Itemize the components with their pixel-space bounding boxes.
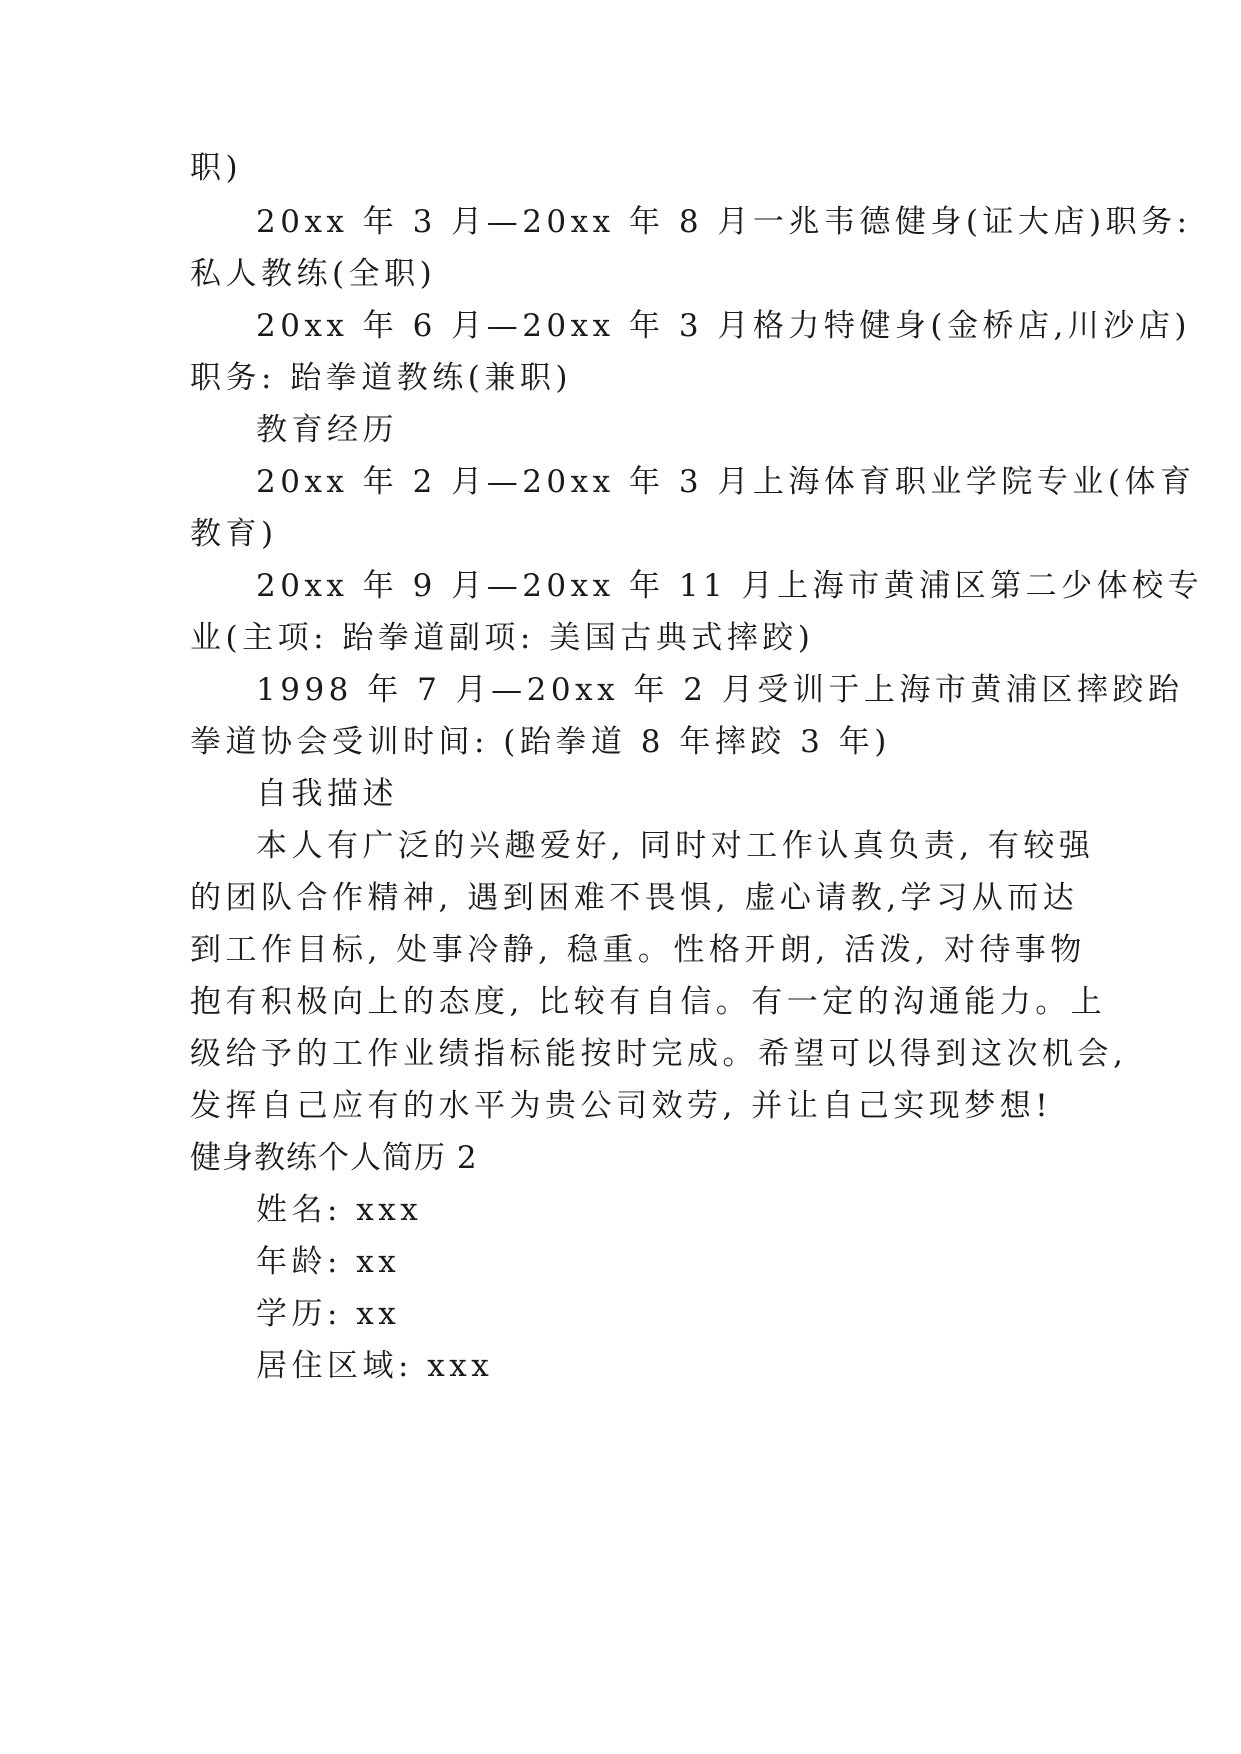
text-line: 业(主项: 跆拳道副项: 美国古典式摔跤) (190, 620, 815, 656)
text-line: 20xx 年 3 月—20xx 年 8 月一兆韦德健身(证大店)职务: (256, 204, 1192, 240)
text-line: 抱有积极向上的态度, 比较有自信。有一定的沟通能力。上 (190, 984, 1107, 1020)
text-line: 私人教练(全职) (190, 256, 437, 292)
text-line: 发挥自己应有的水平为贵公司效劳, 并让自己实现梦想! (190, 1088, 1053, 1124)
text-line: 学历: xx (256, 1296, 401, 1332)
text-line: 教育) (190, 516, 278, 552)
text-line: 职) (190, 150, 243, 186)
text-line: 年龄: xx (256, 1244, 401, 1280)
section-heading: 教育经历 (256, 412, 398, 448)
text-line: 20xx 年 2 月—20xx 年 3 月上海体育职业学院专业(体育 (256, 464, 1196, 500)
text-line: 的团队合作精神, 遇到困难不畏惧, 虚心请教,学习从而达 (190, 880, 1079, 916)
text-line: 姓名: xxx (256, 1192, 423, 1228)
text-line: 本人有广泛的兴趣爱好, 同时对工作认真负责, 有较强 (256, 828, 1095, 864)
text-line: 到工作目标, 处事冷静, 稳重。性格开朗, 活泼, 对待事物 (190, 932, 1086, 968)
text-line: 拳道协会受训时间: (跆拳道 8 年摔跤 3 年) (190, 724, 891, 760)
text-line: 1998 年 7 月—20xx 年 2 月受训于上海市黄浦区摔跤跆 (256, 672, 1184, 708)
text-line: 级给予的工作业绩指标能按时完成。希望可以得到这次机会, (190, 1036, 1128, 1072)
text-line: 20xx 年 6 月—20xx 年 3 月格力特健身(金桥店,川沙店) (256, 308, 1191, 344)
text-line: 20xx 年 9 月—20xx 年 11 月上海市黄浦区第二少体校专 (256, 568, 1204, 604)
text-line: 居住区域: xxx (256, 1348, 494, 1384)
section-heading: 自我描述 (256, 776, 398, 812)
resume-title: 健身教练个人简历 2 (190, 1140, 478, 1176)
text-line: 职务: 跆拳道教练(兼职) (190, 360, 572, 396)
